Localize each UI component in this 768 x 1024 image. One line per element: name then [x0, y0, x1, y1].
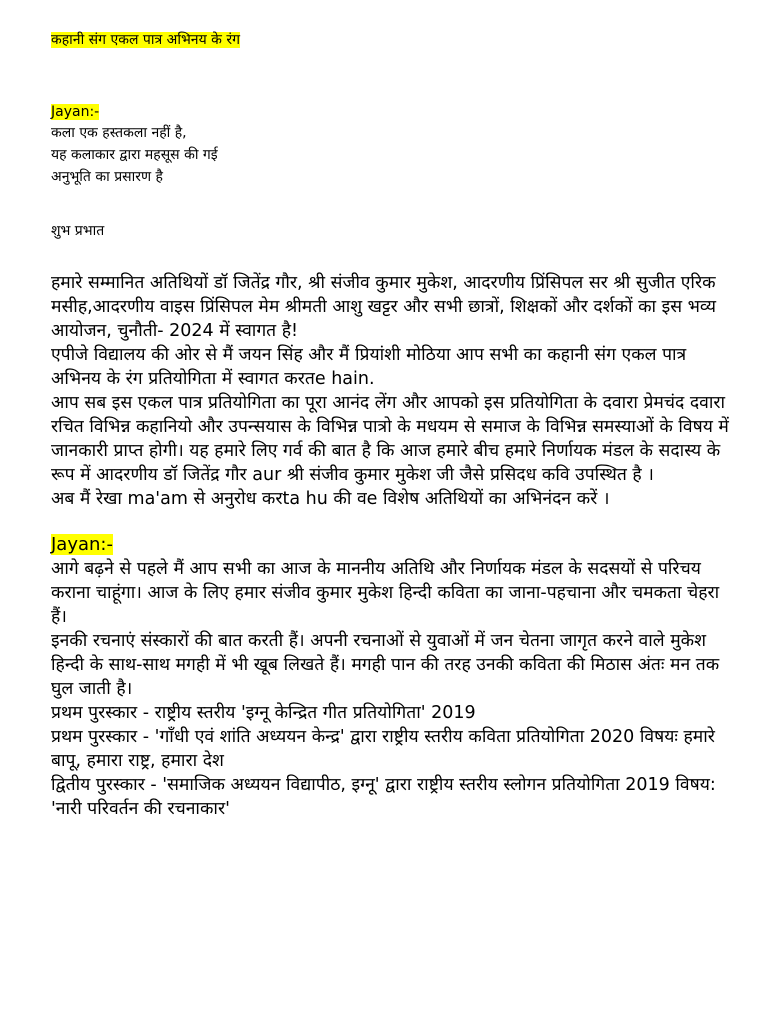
poem-block: [51, 122, 732, 188]
award-line-2: प्रथम पुरस्कार - 'गाँधी एवं शांति अध्ययन केन्द्र' द्वारा राष्ट्रीय स्तरीय कविता प्रतियोगिता 2020 विषयः हमारे बापू, हमारा राष्ट्र, हमारा देश: [51, 727, 715, 771]
paragraph-request-felicitation: अब मैं रेखा ma'am से अनुरोध करta hu की वe विशेष अतिथियों का अभिनंदन करें ।: [51, 489, 610, 509]
intro-paragraphs: [51, 271, 732, 511]
poem-line-2: यह कलाकार द्वारा महसूस की गई: [51, 147, 218, 163]
paragraph-guest-intro: आगे बढ़ने से पहले मैं आप सभी का आज के माननीय अतिथि और निर्णायक मंडल के सदसयों से परिचय कराना चाहूंगा। आज के लिए हमार संजीव कुमार मुकेश हिन्दी कविता का जाना-पहचाना और चमकता चेहरा हैं।: [51, 559, 720, 627]
greeting-text: शुभ प्रभात: [51, 223, 105, 239]
speaker-label-jayan-2: [51, 533, 732, 557]
document-title: [51, 30, 732, 50]
paragraph-competition-info: आप सब इस एकल पात्र प्रतियोगिता का पूरा आनंद लेंग और आपको इस प्रतियोगिता के दवारा प्रेमचंद दवारा रचित विभिन्न कहानियो और उपन्सयास के विभिन्न पात्रो के मधयम से समाज के विभिन्न समस्याओं के विषय में जानकारी प्राप्त होगी। यह हमारे लिए गर्व की बात है कि आज हमारे बीच हमारे निर्णायक मंडल के सदास्य के रूप में आदरणीय डॉ जितेंद्र गौर aur श्री संजीव कुमार मुकेश जी जैसे प्रसिदध कवि उपस्थित है ।: [51, 393, 729, 485]
guest-intro-paragraphs: [51, 557, 732, 821]
award-line-1: प्रथम पुरस्कार - राष्ट्रीय स्तरीय 'इग्नू केन्द्रित गीत प्रतियोगिता' 2019: [51, 703, 476, 723]
poem-line-3: अनुभूति का प्रसारण है: [51, 169, 163, 185]
speaker-highlight-1: Jayan:-: [51, 104, 100, 120]
paragraph-welcome-guests: हमारे सम्मानित अतिथियों डॉ जितेंद्र गौर, श्री संजीव कुमार मुकेश, आदरणीय प्रिंसिपल सर श्री सुजीत एरिक मसीह,आदरणीय वाइस प्रिंसिपल मेम श्रीमती आशु खट्टर और सभी छात्रों, शिक्षकों और दर्शकों का इस भव्य आयोजन, चुनौती- 2024 में स्वागत है!: [51, 273, 717, 341]
award-line-3: द्वितीय पुरस्कार - 'समाजिक अध्ययन विद्यापीठ, इग्नू' द्वारा राष्ट्रीय स्तरीय स्लोगन प्रतियोगिता 2019 विषय: 'नारी परिवर्तन की रचनाकार': [51, 775, 716, 819]
title-highlight: कहानी संग एकल पात्र अभिनय के रंग: [51, 32, 240, 48]
paragraph-school-welcome: एपीजे विद्यालय की ओर से मैं जयन सिंह और मैं प्रियांशी मोठिया आप सभी का कहानी संग एकल पात्र अभिनय के रंग प्रतियोगिता में स्वागत करतe hain.: [51, 345, 687, 389]
paragraph-guest-works: इनकी रचनाएं संस्कारों की बात करती हैं। अपनी रचनाओं से युवाओं में जन चेतना जागृत करने वाले मुकेश हिन्दी के साथ-साथ मगही में भी खूब लिखते हैं। मगही पान की तरह उनकी कविता की मिठास अंतः मन तक घुल जाती है।: [51, 631, 720, 699]
poem-line-1: कला एक हस्तकला नहीं है,: [51, 125, 187, 141]
speaker-label-jayan-1: [51, 102, 732, 122]
speaker-highlight-2: Jayan:-: [51, 534, 113, 555]
